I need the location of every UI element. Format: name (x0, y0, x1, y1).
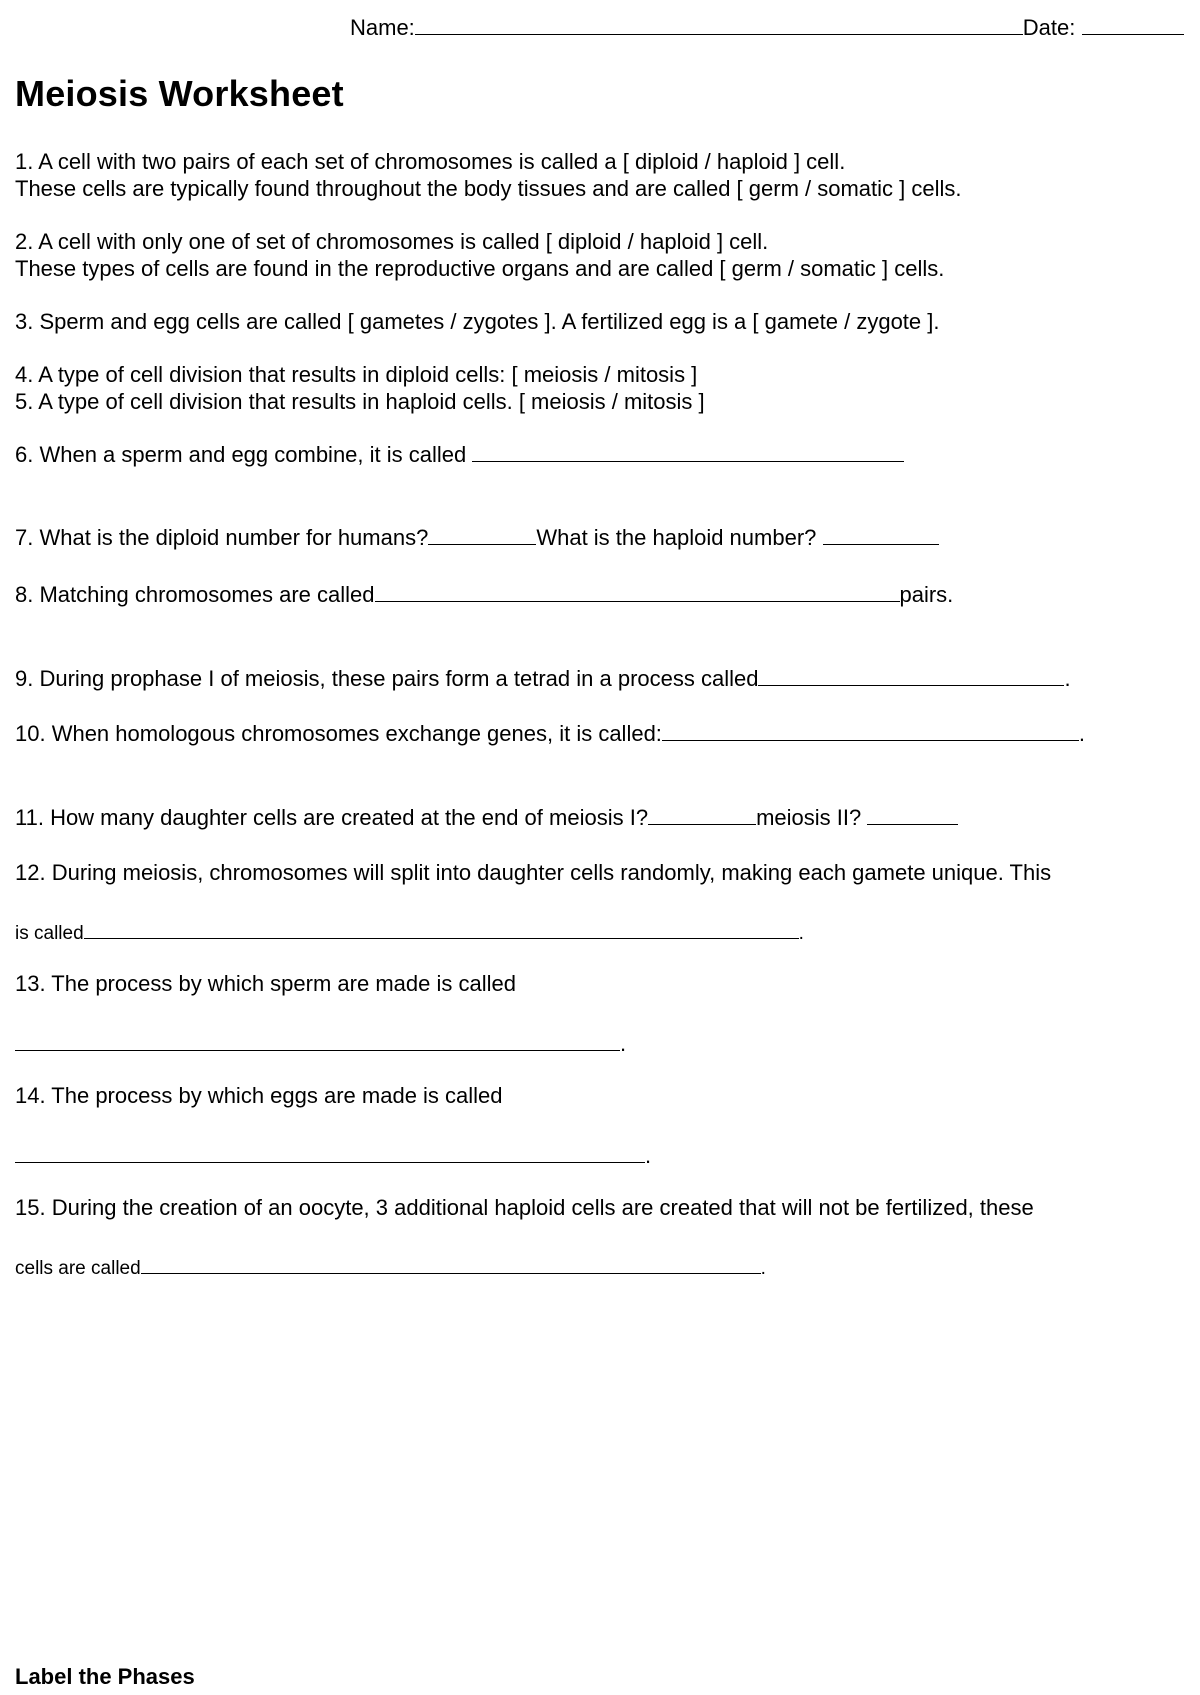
question-11 (15, 804, 958, 832)
date-label: Date: (1022, 15, 1076, 40)
question-9-text: 9. During prophase I of meiosis, these pairs form a tetrad in a process called (15, 666, 759, 691)
date-blank[interactable] (1082, 12, 1184, 35)
question-11-text-a: 11. How many daughter cells are created at the end of meiosis I? (15, 805, 649, 830)
question-10-blank[interactable] (662, 720, 1079, 741)
question-8-blank[interactable] (375, 581, 900, 602)
question-11-blank-a[interactable] (648, 804, 756, 825)
question-15-blank[interactable] (141, 1253, 761, 1274)
question-12-blank[interactable] (84, 918, 799, 939)
question-10-text: 10. When homologous chromosomes exchange genes, it is called: (15, 721, 662, 746)
question-13: 13. The process by which sperm are made is called (15, 971, 516, 996)
question-6 (15, 441, 904, 469)
question-12-line-2 (15, 918, 804, 948)
question-8 (15, 581, 953, 609)
question-14: 14. The process by which eggs are made is called (15, 1083, 503, 1108)
question-11-text-b: meiosis II? (756, 805, 862, 830)
page-title: Meiosis Worksheet (15, 73, 344, 114)
question-9 (15, 665, 1071, 693)
question-7-text-b: What is the haploid number? (536, 525, 817, 550)
name-blank[interactable] (415, 12, 1023, 35)
question-13-period: . (620, 1031, 627, 1056)
question-8-text-b: pairs. (899, 582, 954, 607)
question-7-blank-b[interactable] (823, 524, 939, 545)
question-12-period: . (798, 923, 804, 944)
question-13-answer-line (15, 1030, 626, 1058)
name-label: Name: (350, 15, 415, 40)
question-7-blank-a[interactable] (428, 524, 536, 545)
question-1-line-2: These cells are typically found throughout the body tissues and are called [ germ / somatic ] cells. (15, 176, 962, 201)
question-12-line-1: 12. During meiosis, chromosomes will split into daughter cells randomly, making each gamete unique. This (15, 860, 1052, 885)
question-9-blank[interactable] (758, 665, 1064, 686)
question-10 (15, 720, 1085, 748)
question-15-period: . (760, 1258, 766, 1279)
question-8-text-a: 8. Matching chromosomes are called (15, 582, 375, 607)
question-15-line-2 (15, 1253, 766, 1283)
question-10-period: . (1078, 721, 1086, 746)
question-12-text-b: is called (15, 923, 84, 944)
question-1-line-1: 1. A cell with two pairs of each set of chromosomes is called a [ diploid / haploid ] cell. (15, 149, 846, 174)
question-3: 3. Sperm and egg cells are called [ gametes / zygotes ]. A fertilized egg is a [ gamete / zygote ]. (15, 309, 940, 334)
header-name-date (350, 12, 1190, 42)
question-6-text: 6. When a sperm and egg combine, it is called (15, 442, 467, 467)
question-5: 5. A type of cell division that results in haploid cells. [ meiosis / mitosis ] (15, 389, 705, 414)
question-15-line-1: 15. During the creation of an oocyte, 3 additional haploid cells are created that will not be fertilized, these (15, 1195, 1034, 1220)
question-14-period: . (645, 1143, 652, 1168)
question-13-blank[interactable] (15, 1030, 620, 1051)
question-6-blank[interactable] (472, 441, 904, 462)
question-4: 4. A type of cell division that results in diploid cells: [ meiosis / mitosis ] (15, 362, 698, 387)
question-14-blank[interactable] (15, 1142, 645, 1163)
question-9-period: . (1064, 666, 1071, 691)
question-11-blank-b[interactable] (867, 804, 958, 825)
question-15-text-b: cells are called (15, 1258, 141, 1279)
question-7-text-a: 7. What is the diploid number for humans? (15, 525, 429, 550)
question-2-line-2: These types of cells are found in the reproductive organs and are called [ germ / somatic ] cells. (15, 256, 945, 281)
question-14-answer-line (15, 1142, 651, 1170)
question-2-line-1: 2. A cell with only one of set of chromosomes is called [ diploid / haploid ] cell. (15, 229, 769, 254)
label-the-phases-heading: Label the Phases (15, 1664, 195, 1689)
question-7 (15, 524, 939, 552)
